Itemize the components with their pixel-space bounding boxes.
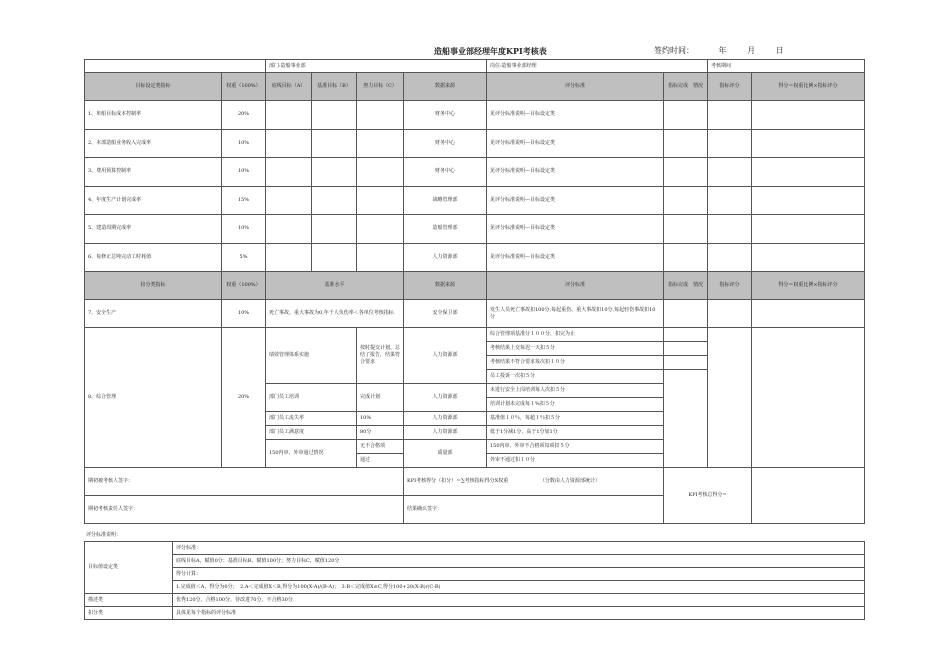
perf-mgmt: 绩效管理体系实施 (266, 328, 357, 384)
col-source: 数据来源 (404, 73, 487, 101)
formula-value (752, 186, 865, 215)
kpi-total: KPI考核总得分= (664, 468, 752, 524)
base-value (266, 101, 312, 130)
col-source-2: 数据来源 (404, 272, 487, 300)
target-weight: 15% (222, 186, 266, 215)
kpi-score: KPI考核得分（扣分）＝∑考核指标得分X权重 (407, 478, 509, 484)
col-indicator-2: 扣分类指标 (85, 272, 222, 300)
base-value (266, 158, 312, 187)
sign-date-label: 签约时间： (654, 46, 694, 55)
appraiser-sign: 期初考核责任人签字： (85, 496, 404, 524)
appraisee-sign: 期初被考核人签字： (85, 468, 404, 496)
training-criteria-1: 未进行安全上岗培训每人次扣５分 (487, 384, 664, 398)
col-completion-2: 指标完成 情况 (664, 272, 708, 300)
stretch-value (357, 186, 404, 215)
formula-value (752, 158, 865, 187)
target-criteria: 见评分标准说明—目标设定类 (487, 129, 664, 158)
score-value (708, 186, 752, 215)
target-source: 财务中心 (404, 129, 487, 158)
stretch-value (357, 158, 404, 187)
quality-criteria-1: 150内审、外审不合格项每项扣５分 (487, 440, 664, 454)
notes-table (84, 541, 865, 620)
col-score: 指标评分 (708, 73, 752, 101)
safety-criteria: 发生人员死亡事故扣100分,每起重伤、重大事故扣10分,每起轻伤事故扣10分 (487, 300, 664, 328)
formula-value (752, 215, 865, 244)
completion-value (664, 186, 708, 215)
basic-value (312, 158, 357, 187)
sign-year: 年 (718, 46, 727, 55)
satisfaction: 部门员工满意度 (266, 426, 357, 440)
col-score-2: 指标评分 (708, 272, 752, 300)
deduct-type: 扣分类 (85, 607, 173, 620)
target-criteria: 见评分标准说明—目标设定类 (487, 215, 664, 244)
turnover: 部门员工流失率 (266, 412, 357, 426)
stretch-value (357, 129, 404, 158)
target-name: 6、每修正总吨完动工时耗值 (85, 243, 222, 272)
target-name: 1、单船目标成本控制率 (85, 101, 222, 130)
perf-source: 人力资源部 (404, 328, 487, 384)
quality-level-1: 无不合格项 (357, 440, 404, 454)
stretch-value (357, 215, 404, 244)
target-name: 3、费用预算控制率 (85, 158, 222, 187)
basic-value (312, 101, 357, 130)
score-value (708, 243, 752, 272)
table-row (85, 158, 865, 187)
note-t1: 评分标准： (173, 542, 865, 555)
perf-criteria-1: 综合管理项基准分１００分，扣完为止 (487, 328, 664, 342)
col-completion: 指标完成 情况 (664, 73, 708, 101)
col-formula: 得分＝权重比例×指标评分 (752, 73, 865, 101)
kpi-table (84, 59, 865, 524)
score-value (708, 101, 752, 130)
col-basic: 基准目标（B） (312, 73, 357, 101)
result-sign: 结果确认签字： (404, 496, 664, 524)
col-level: 基准水平 (266, 272, 404, 300)
page-title: 造船事业部经理年度KPI考核表 (434, 46, 547, 56)
target-source: 财务中心 (404, 101, 487, 130)
safety-name: 7、安全生产 (85, 300, 222, 328)
perf-criteria-2: 考核结果上交每迟一天扣５分 (487, 342, 664, 356)
basic-value (312, 215, 357, 244)
target-source: 战略管理部 (404, 186, 487, 215)
training-criteria-2: 培训计划未完成每１%扣５分 (487, 398, 664, 412)
quality-level-2: 通过 (357, 454, 404, 468)
table-row (85, 300, 865, 328)
completion-value (664, 158, 708, 187)
basic-value (312, 129, 357, 158)
basic-value (312, 243, 357, 272)
target-weight: 10% (222, 158, 266, 187)
quality-source: 质量部 (404, 440, 487, 468)
completion-value (664, 101, 708, 130)
satisfaction-criteria: 低于1分减1分，高于1分加1分 (487, 426, 664, 440)
table-row (85, 186, 865, 215)
training-level: 完成计划 (357, 384, 404, 412)
desc-type: 描述类 (85, 594, 173, 607)
perf-criteria-3: 考核结果不符合要求每次扣１０分 (487, 356, 664, 370)
table-row (85, 243, 865, 272)
target-weight: 5% (222, 243, 266, 272)
col-stretch: 努力目标（C） (357, 73, 404, 101)
col-weight-2: 权重（100%） (222, 272, 266, 300)
completion-value (664, 215, 708, 244)
target-source: 财务中心 (404, 158, 487, 187)
target-name: 5、建造周期完成率 (85, 215, 222, 244)
note-t4: 1.完成值＜A，得分为0分； 2.A＜完成值X＜B,得分为100(X-A)/(B-A)； 3.B＜完成值X≤C,得分100+20(X-B)/(C-B) (173, 581, 865, 594)
quality: 150内审、外审通过情况 (266, 440, 357, 468)
comp-name: 8、综合管理 (85, 328, 222, 468)
training-source: 人力资源部 (404, 384, 487, 412)
target-criteria: 见评分标准说明—目标设定类 (487, 243, 664, 272)
note-t3: 得分计算： (173, 568, 865, 581)
target-criteria: 见评分标准说明—目标设定类 (487, 186, 664, 215)
target-name: 2、本部造船业务收入完成率 (85, 129, 222, 158)
target-weight: 10% (222, 215, 266, 244)
table-row (85, 129, 865, 158)
header-row-2 (85, 272, 865, 300)
safety-level: 死亡事故、重大事故为0,年千人负伤率＜各单位考核指标 (266, 300, 404, 328)
formula-value (752, 101, 865, 130)
base-value (266, 215, 312, 244)
sign-month: 月 (747, 46, 756, 55)
target-weight: 20% (222, 101, 266, 130)
completion-value (664, 129, 708, 158)
basic-value (312, 186, 357, 215)
target-source: 造船管理部 (404, 215, 487, 244)
turnover-source: 人力资源部 (404, 412, 487, 426)
quality-criteria-2: 外审不通过扣１０分 (487, 454, 664, 468)
completion-value (664, 243, 708, 272)
target-weight: 10% (222, 129, 266, 158)
col-weight: 权重（100%） (222, 73, 266, 101)
target-source: 人力资源部 (404, 243, 487, 272)
base-value (266, 243, 312, 272)
comp-weight: 20% (222, 328, 266, 468)
blank-cell (85, 60, 266, 73)
satisfaction-source: 人力资源部 (404, 426, 487, 440)
note-t2: 底线目标A，赋值0分；基准目标B，赋值100分；努力目标C，赋值120分 (173, 555, 865, 568)
note-desc: 优秀120分，合格100分，待改进70分，不合格30分 (173, 594, 865, 607)
period-cell: 考核期间 (708, 60, 865, 73)
notes-label: 评分标准说明： (86, 532, 122, 538)
turnover-criteria: 基准值１０％，每超１％扣５分 (487, 412, 664, 426)
kpi-score-cell (404, 468, 664, 496)
target-name: 4、年度生产计划完成率 (85, 186, 222, 215)
safety-weight: 10% (222, 300, 266, 328)
table-row (85, 101, 865, 130)
formula-value (752, 243, 865, 272)
base-value (266, 129, 312, 158)
sign-day: 日 (775, 46, 784, 55)
col-indicator: 目标设定类指标 (85, 73, 222, 101)
note-deduct: 具体见每个指标的评分标准 (173, 607, 865, 620)
kpi-note: （分数由人力资源部统计） (539, 478, 600, 484)
target-criteria: 见评分标准说明—目标设定类 (487, 158, 664, 187)
dept-cell: 部门:造船事业部 (266, 60, 487, 73)
stretch-value (357, 101, 404, 130)
target-type: 目标值设定类 (85, 542, 173, 594)
position-cell: 岗位:造船事业部经理 (487, 60, 708, 73)
col-criteria: 评分标准 (487, 73, 664, 101)
turnover-level: 10% (357, 412, 404, 426)
perf-criteria-4: 员工投诉一次扣５分 (487, 370, 664, 384)
score-value (708, 215, 752, 244)
table-row (85, 215, 865, 244)
base-value (266, 186, 312, 215)
training: 部门员工培训 (266, 384, 357, 412)
col-criteria-2: 评分标准 (487, 272, 664, 300)
score-value (708, 158, 752, 187)
score-value (708, 129, 752, 158)
col-formula-2: 得分＝权重比例×指标评分 (752, 272, 865, 300)
stretch-value (357, 243, 404, 272)
safety-source: 安全保卫部 (404, 300, 487, 328)
col-base: 底线目标（A） (266, 73, 312, 101)
header-row (85, 73, 865, 101)
formula-value (752, 129, 865, 158)
satisfaction-level: 80分 (357, 426, 404, 440)
perf-level: 按时提交计划、总结了报告，结果符合要求 (357, 328, 404, 384)
target-criteria: 见评分标准说明—目标设定类 (487, 101, 664, 130)
sign-date (654, 45, 784, 56)
